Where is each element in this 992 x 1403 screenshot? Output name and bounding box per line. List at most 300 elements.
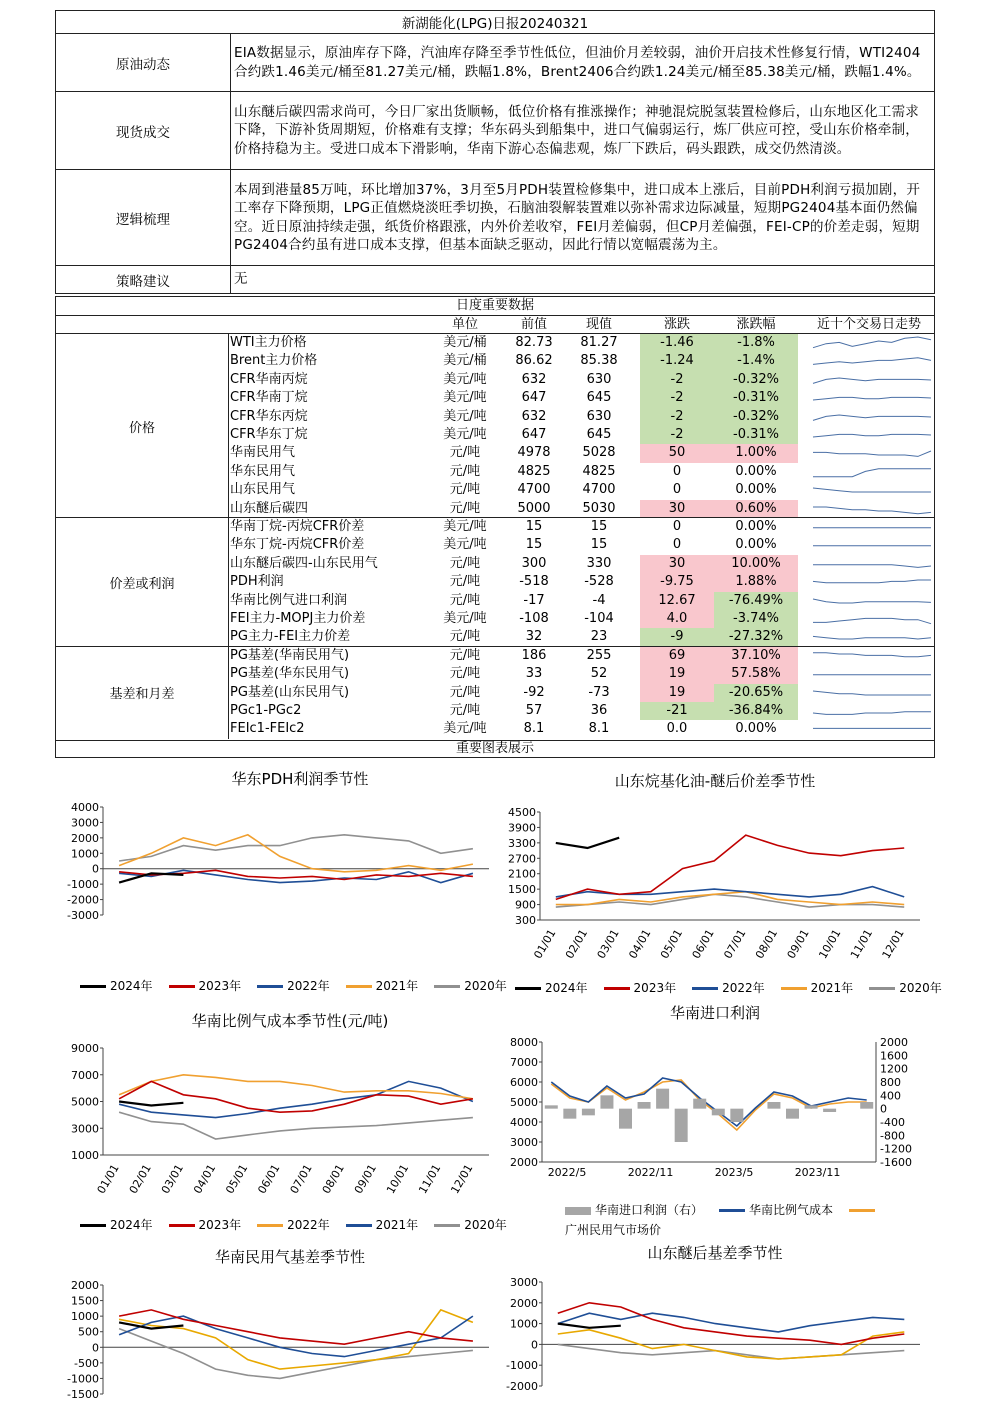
sparkline	[804, 352, 934, 370]
cell-unit: 元/吨	[449, 592, 481, 608]
sparkline-path	[813, 507, 931, 514]
cell-unit: 元/吨	[449, 463, 481, 479]
sparkline-path	[813, 691, 931, 695]
cell-name: WTI主力价格	[230, 335, 307, 350]
cell-unit: 美元/吨	[443, 390, 487, 406]
cell-unit: 美元/吨	[443, 427, 487, 442]
chart4-title: 华南进口利润	[669, 1004, 760, 1022]
sparkline-path	[813, 637, 931, 640]
header-spark: 近十个交易日走势	[816, 317, 921, 332]
cell-name: 山东醚后碳四	[230, 500, 309, 516]
sparkline-path	[813, 618, 931, 623]
legend-swatch	[515, 987, 541, 990]
y-tick-label: 6000	[510, 1076, 538, 1089]
bar-mark	[619, 1109, 632, 1129]
y-tick-label: -2000	[67, 893, 99, 907]
y-tick-label: 2100	[508, 867, 536, 881]
y-tick-label: 3000	[71, 1122, 99, 1136]
cell-chg: 0	[672, 537, 682, 553]
label-crude: 原油动态	[56, 34, 231, 92]
y2-tick-label: -1600	[880, 1156, 912, 1169]
y-tick-label: 0	[92, 862, 99, 876]
x-tick-label: 02/01	[126, 1162, 154, 1196]
cell-cur: 5028	[582, 445, 616, 461]
bar-mark	[860, 1102, 873, 1109]
cell-name: FEI主力-MOPJ主力价差	[230, 611, 366, 626]
series-line	[558, 1303, 905, 1345]
x-tick-label: 2023/11	[794, 1166, 841, 1179]
sparkline-path	[813, 580, 931, 583]
label-strategy: 策略建议	[56, 266, 231, 294]
bar-mark	[582, 1109, 595, 1116]
sparkline-path	[813, 358, 931, 365]
header-chg: 涨跌	[663, 317, 690, 332]
y-tick-label: -1500	[67, 1388, 99, 1400]
y-tick-label: 1500	[71, 1294, 99, 1308]
sparkline-path	[813, 378, 931, 383]
series-line	[119, 835, 473, 861]
cell-prev: 33	[525, 666, 543, 682]
cell-name: PG主力-FEI主力价差	[230, 629, 351, 645]
cell-name: PDH利润	[230, 574, 284, 590]
bar-mark	[823, 1109, 836, 1112]
cell-pct: -27.32%	[714, 628, 798, 646]
x-tick-label: 01/01	[94, 1162, 122, 1196]
cell-prev: 4825	[517, 463, 551, 479]
bar-mark	[638, 1102, 651, 1109]
legend-item	[434, 979, 507, 993]
y-tick-label: 1000	[510, 1317, 538, 1331]
chart5-title: 华南民用气基差季节性	[214, 1248, 365, 1266]
cell-unit: 元/吨	[449, 647, 481, 663]
legend-item	[869, 981, 942, 995]
cell-cur: 81.27	[580, 335, 618, 350]
cell-prev: 647	[521, 390, 547, 406]
cell-name: PG基差(华东民用气)	[230, 666, 350, 682]
legend-item	[604, 981, 677, 995]
bar-mark	[563, 1109, 576, 1119]
sparkline-path	[813, 468, 931, 476]
header-unit: 单位	[451, 317, 478, 332]
legend-label: 2021年	[375, 979, 419, 993]
x-tick-label: 11/01	[416, 1162, 444, 1196]
legend-swatch	[604, 987, 630, 990]
cell-chg: 0	[672, 519, 682, 534]
cell-cur: 630	[586, 408, 612, 424]
y2-tick-label: 1600	[880, 1049, 908, 1063]
legend-item	[434, 1218, 507, 1232]
text-strategy: 无	[231, 266, 935, 294]
cell-prev: 5000	[517, 500, 551, 516]
cell-unit: 元/吨	[449, 666, 481, 682]
cell-pct: -0.31%	[714, 389, 798, 407]
y-tick-label: 2700	[508, 852, 536, 866]
cell-prev: -108	[519, 611, 549, 626]
text-logic: 本周到港量85万吨，环比增加37%，3月至5月PDH装置检修集中，进口成本上涨后，目前PDH利润亏损加剧，开工率存下降预期，LPG正值燃烧淡旺季切换，石脑油裂解装置难以弥补需求边际减量，短期PG2404基本面仍然偏空。近日原油持续走强，纸货价格跟涨，内外价差收窄，FEI月差偏弱，但CP月差偏强，FEI-CP的价差走弱，短期PG2404合约虽有进口成本支撑，但基本面缺乏驱动，因此行情以宽幅震荡为主。	[231, 170, 935, 266]
sparkline	[804, 536, 934, 554]
x-tick-label: 12/01	[448, 1162, 476, 1196]
cell-pct: -76.49%	[714, 592, 798, 610]
legend-item	[257, 1218, 330, 1232]
cell-pct: -0.32%	[714, 371, 798, 389]
cell-chg: 30	[640, 500, 714, 518]
report-title: 新湖能化(LPG)日报20240321	[56, 11, 935, 34]
cell-chg: 19	[640, 665, 714, 683]
cell-cur: 4825	[582, 463, 616, 479]
legend-label: 2022年	[287, 1218, 330, 1232]
cell-cur: 85.38	[580, 353, 618, 369]
cell-unit: 美元/吨	[443, 721, 487, 737]
x-tick-label: 10/01	[816, 927, 844, 961]
x-tick-label: 03/01	[158, 1162, 187, 1196]
x-tick-label: 2023/5	[714, 1166, 754, 1179]
sparkline-path	[813, 415, 931, 420]
legend-label: 2024年	[110, 1218, 153, 1232]
summary-table	[55, 10, 935, 294]
cell-pct: -20.65%	[714, 684, 798, 702]
sparkline	[804, 371, 934, 389]
sparkline	[804, 573, 934, 591]
legend-swatch	[80, 1224, 106, 1227]
y2-tick-label: 400	[880, 1089, 901, 1103]
x-tick-label: 01/01	[531, 927, 559, 961]
cell-unit: 美元/吨	[443, 519, 487, 534]
legend-label: 2024年	[545, 981, 588, 995]
legend-swatch	[257, 985, 283, 988]
sparkline	[804, 334, 934, 352]
cell-cur: 15	[590, 537, 608, 553]
y2-tick-label: 0	[880, 1102, 887, 1116]
cell-unit: 美元/吨	[443, 537, 487, 553]
cell-name: 山东醚后碳四-山东民用气	[230, 555, 378, 571]
x-tick-label: 12/01	[879, 927, 907, 961]
y2-tick-label: 2000	[880, 1036, 908, 1049]
x-tick-label: 04/01	[191, 1162, 219, 1196]
cell-cur: 36	[590, 703, 608, 718]
cell-pct: 10.00%	[714, 555, 798, 573]
legend-swatch	[346, 985, 372, 988]
legend-label: 2023年	[198, 979, 242, 993]
cell-chg: 0	[672, 482, 682, 498]
x-tick-label: 05/01	[657, 927, 686, 961]
cell-prev: 86.62	[515, 353, 553, 369]
sparkline	[804, 665, 934, 683]
cell-prev: 632	[521, 371, 547, 387]
y-tick-label: 7000	[71, 1068, 99, 1082]
cell-cur: 8.1	[588, 721, 610, 737]
chart2-title: 山东烷基化油-醚后价差季节性	[614, 772, 816, 790]
legend-item	[346, 1218, 419, 1232]
cell-cur: 255	[586, 647, 612, 663]
cell-unit: 美元/桶	[443, 353, 487, 369]
cell-prev: -17	[523, 592, 545, 608]
legend-label: 2022年	[722, 981, 765, 995]
cell-pct: -0.32%	[714, 408, 798, 426]
sparkline	[804, 592, 934, 610]
cell-pct: -0.31%	[714, 426, 798, 444]
cell-unit: 元/吨	[449, 703, 481, 718]
x-tick-label: 2022/5	[547, 1166, 587, 1179]
cell-chg: -2	[640, 408, 714, 426]
cell-cur: -73	[588, 684, 610, 700]
y-tick-label: 4000	[510, 1116, 538, 1129]
header-pct: 涨跌幅	[736, 317, 776, 332]
legend-item	[169, 1218, 242, 1232]
cell-chg: 12.67	[640, 592, 714, 610]
legend-item	[781, 981, 854, 995]
y-tick-label: 0	[92, 1341, 99, 1355]
cell-pct: 1.88%	[714, 573, 798, 591]
y-tick-label: 1000	[71, 847, 99, 861]
group-label: 价差或利润	[56, 518, 229, 647]
cell-pct: -3.74%	[714, 610, 798, 628]
y-tick-label: -1000	[506, 1359, 538, 1373]
sparkline	[804, 481, 934, 499]
series-line	[558, 1324, 621, 1328]
y-tick-label: -3000	[67, 909, 99, 922]
legend-label: 2021年	[375, 1218, 419, 1232]
cell-pct: 0.00%	[735, 537, 777, 553]
sparkline-path	[813, 451, 931, 456]
cell-prev: -518	[519, 574, 549, 590]
label-logic: 逻辑梳理	[56, 170, 231, 266]
header-cur: 现值	[585, 317, 612, 332]
chart-shandong-basis	[498, 1272, 928, 1400]
series-line	[119, 1081, 473, 1112]
cell-prev: 186	[521, 647, 547, 663]
sparkline	[804, 518, 934, 536]
series-line	[119, 1112, 473, 1139]
chart3-legend	[80, 1216, 523, 1233]
y2-tick-label: -1200	[880, 1142, 912, 1156]
cell-name: 华东民用气	[230, 463, 296, 479]
legend-item	[719, 1203, 833, 1217]
legend-item	[257, 979, 330, 993]
cell-chg: 50	[640, 444, 714, 462]
cell-prev: 632	[521, 408, 547, 424]
sparkline-path	[813, 398, 931, 401]
y-tick-label: 3900	[508, 821, 536, 835]
sparkline	[804, 408, 934, 426]
cell-pct: 37.10%	[714, 647, 798, 665]
x-tick-label: 07/01	[721, 927, 749, 961]
y-tick-label: 9000	[71, 1042, 99, 1055]
legend-swatch	[257, 1224, 283, 1227]
cell-name: PG基差(山东民用气)	[230, 684, 350, 700]
cell-cur: -4	[592, 592, 606, 608]
y-tick-label: -1000	[67, 878, 99, 892]
series-line	[558, 1313, 905, 1332]
x-tick-label: 09/01	[351, 1162, 380, 1196]
chart6-title: 山东醚后基差季节性	[647, 1244, 783, 1262]
sparkline-path	[813, 652, 931, 656]
y-tick-label: 3000	[71, 816, 99, 830]
y-tick-label: 4000	[71, 801, 99, 814]
cell-name: CFR华南丙烷	[230, 371, 308, 387]
legend-swatch	[849, 1209, 875, 1212]
y-tick-label: 5000	[71, 1095, 99, 1109]
sparkline-path	[813, 434, 931, 437]
y-tick-label: -2000	[506, 1380, 538, 1393]
legend-item	[692, 981, 765, 995]
sparkline-path	[813, 488, 931, 492]
cell-pct: 1.00%	[714, 444, 798, 462]
cell-name: CFR华东丙烷	[230, 408, 308, 424]
cell-chg: 30	[640, 555, 714, 573]
y2-tick-label: -800	[880, 1129, 905, 1143]
bar-mark	[786, 1109, 799, 1119]
cell-unit: 美元/吨	[443, 611, 487, 626]
sparkline	[804, 426, 934, 444]
sparkline	[804, 647, 934, 665]
legend-label: 2020年	[899, 981, 942, 995]
legend-swatch	[692, 987, 718, 990]
y2-tick-label: -400	[880, 1116, 905, 1129]
daily-title: 日度重要数据	[455, 298, 534, 313]
cell-chg: 4.0	[640, 610, 714, 628]
series-line	[119, 1075, 473, 1099]
y-tick-label: 900	[515, 898, 536, 912]
sparkline	[804, 702, 934, 720]
cell-prev: 15	[525, 519, 543, 534]
cell-cur: 630	[586, 371, 612, 387]
cell-prev: 4700	[517, 482, 551, 498]
x-tick-label: 03/01	[594, 927, 622, 961]
sparkline	[804, 720, 934, 738]
cell-prev: 4978	[517, 445, 551, 461]
sparkline	[804, 500, 934, 518]
cell-pct: -36.84%	[714, 702, 798, 720]
cell-cur: 23	[590, 629, 608, 645]
bar-mark	[712, 1109, 725, 1116]
cell-pct: -1.4%	[714, 352, 798, 370]
sparkline	[804, 463, 934, 481]
chart-alkylate-spread	[498, 800, 928, 965]
cell-chg: -2	[640, 426, 714, 444]
legend-label: 广州民用气市场价	[565, 1223, 662, 1237]
sparkline	[804, 555, 934, 573]
legend-label: 2023年	[633, 981, 677, 995]
label-spot: 现货成交	[56, 92, 231, 170]
cell-cur: 645	[586, 390, 612, 406]
cell-chg: -2	[640, 389, 714, 407]
cell-prev: 647	[521, 427, 547, 442]
x-tick-label: 07/01	[287, 1162, 315, 1196]
group-label: 基差和月差	[56, 647, 229, 739]
charts-section-title: 重要图表展示	[455, 741, 534, 756]
cell-prev: 32	[525, 629, 543, 645]
chart1-title: 华东PDH利润季节性	[231, 770, 369, 788]
y-tick-label: 3000	[510, 1136, 538, 1149]
legend-label: 2021年	[810, 981, 854, 995]
daily-header	[56, 316, 934, 334]
cell-unit: 美元/吨	[443, 371, 487, 387]
series-line	[558, 1344, 905, 1359]
cell-prev: 82.73	[515, 335, 553, 350]
cell-cur: 52	[590, 666, 608, 682]
bar-mark	[656, 1089, 669, 1109]
legend-swatch	[434, 1224, 460, 1227]
legend-item	[515, 981, 588, 995]
cell-cur: -528	[584, 574, 614, 590]
y-tick-label: 2000	[510, 1296, 538, 1310]
legend-label: 2020年	[464, 979, 507, 993]
cell-pct: 0.00%	[735, 721, 777, 737]
cell-name: Brent主力价格	[230, 353, 318, 369]
x-tick-label: 04/01	[626, 927, 654, 961]
legend-label: 2022年	[287, 979, 330, 993]
cell-unit: 元/吨	[449, 482, 481, 498]
bar-mark	[730, 1109, 743, 1122]
chart3-title: 华南比例气成本季节性(元/吨)	[191, 1012, 389, 1030]
cell-name: CFR华东丁烷	[230, 427, 308, 442]
cell-prev: -92	[523, 684, 545, 700]
header-prev: 前值	[520, 317, 547, 332]
cell-pct: 0.00%	[735, 482, 777, 498]
bar-mark	[675, 1109, 688, 1142]
cell-name: 华南民用气	[230, 445, 296, 461]
cell-name: PG基差(华南民用气)	[230, 647, 350, 663]
cell-unit: 美元/吨	[443, 408, 487, 424]
legend-item	[565, 1203, 703, 1217]
x-tick-label: 11/01	[847, 927, 876, 961]
y-tick-label: 8000	[510, 1036, 538, 1049]
cell-cur: 4700	[582, 482, 616, 498]
bar-mark	[767, 1102, 780, 1109]
cell-cur: 15	[590, 519, 608, 534]
cell-unit: 元/吨	[449, 574, 481, 590]
cell-pct: 0.60%	[714, 500, 798, 518]
y-tick-label: 0	[531, 1338, 538, 1352]
y-tick-label: 3000	[510, 1276, 538, 1289]
cell-unit: 元/吨	[449, 445, 481, 461]
y-tick-label: 1000	[71, 1310, 99, 1324]
cell-chg: 69	[640, 647, 714, 665]
series-line	[119, 1316, 473, 1357]
series-line	[551, 1078, 866, 1126]
cell-cur: 645	[586, 427, 612, 442]
legend-label: 2024年	[110, 979, 153, 993]
sparkline-path	[813, 712, 931, 715]
legend-swatch	[869, 987, 895, 990]
legend-swatch	[719, 1209, 745, 1212]
chart-south-basis	[55, 1275, 495, 1400]
cell-name: PGc1-PGc2	[230, 703, 302, 718]
series-line	[119, 1102, 183, 1106]
sparkline	[804, 389, 934, 407]
legend-label: 2023年	[198, 1218, 242, 1232]
series-line	[119, 835, 473, 872]
cell-name: FEIc1-FEIc2	[230, 721, 305, 737]
y-tick-label: -1000	[67, 1372, 99, 1386]
legend-label: 华南比例气成本	[749, 1203, 834, 1217]
cell-unit: 美元/桶	[443, 335, 487, 350]
cell-pct: -1.8%	[714, 334, 798, 352]
cell-chg: -1.24	[640, 352, 714, 370]
daily-data-table	[55, 296, 935, 758]
chart2-legend	[515, 979, 958, 996]
x-tick-label: 02/01	[562, 927, 591, 961]
sparkline	[804, 684, 934, 702]
cell-name: 华东丁烷-丙烷CFR价差	[230, 537, 365, 553]
sparkline	[804, 610, 934, 628]
chart1-legend	[80, 977, 523, 994]
cell-pct: 57.58%	[714, 665, 798, 683]
y-tick-label: -500	[74, 1356, 99, 1370]
cell-cur: 5030	[582, 500, 616, 516]
y-tick-label: 3300	[508, 836, 536, 850]
cell-name: 华南丁烷-丙烷CFR价差	[230, 519, 365, 534]
